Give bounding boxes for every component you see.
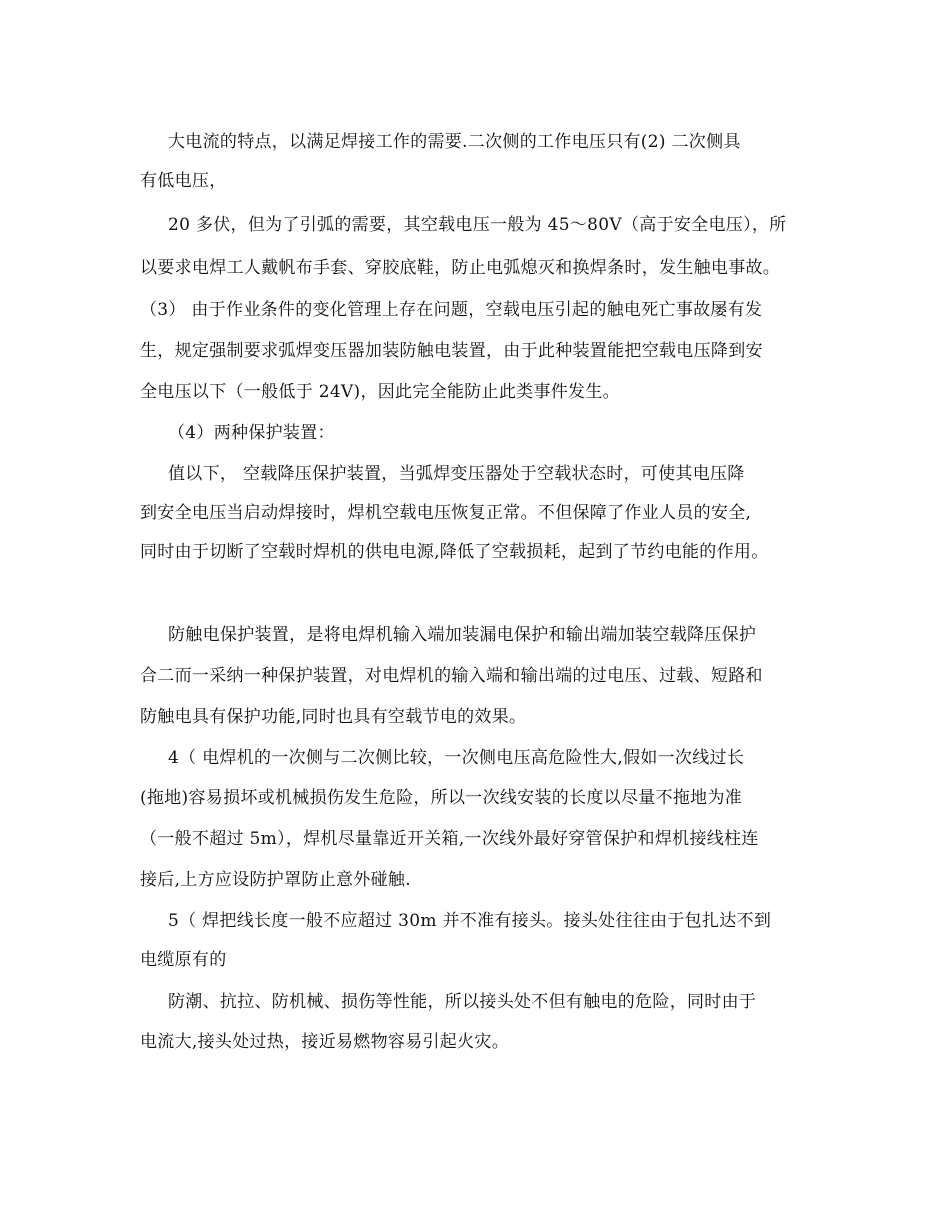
text-line: （一般不超过 5m），焊机尽量靠近开关箱,一次线外最好穿管保护和焊机接线柱连 [140,829,759,849]
text-line: 接后,上方应设防护罩防止意外碰触. [140,870,411,890]
text-line: 大电流的特点，以满足焊接工作的需要.二次侧的工作电压只有(2) 二次侧具 [168,132,741,152]
text-line: 5（ 焊把线长度一般不应超过 30m 并不准有接头。接头处往往由于包扎达不到 [168,911,772,931]
text-line: 防触电具有保护功能,同时也具有空载节电的效果。 [140,707,527,727]
text-line: （3） 由于作业条件的变化管理上存在问题，空载电压引起的触电死亡事故屡有发 [140,300,763,320]
text-line: 生，规定强制要求弧焊变压器加装防触电装置，由于此种装置能把空载电压降到安 [140,341,763,361]
text-line: 全电压以下（一般低于 24V)，因此完全能防止此类事件发生。 [140,382,620,402]
text-line: 4（ 电焊机的一次侧与二次侧比较，一次侧电压高危险性大,假如一次线过长 [168,748,745,768]
text-line: 电流大,接头处过热，接近易燃物容易引起火灾。 [140,1032,510,1052]
text-line: （4）两种保护装置： [168,423,335,443]
text-line: 防触电保护装置，是将电焊机输入端加装漏电保护和输出端加装空载降压保护 [168,625,757,645]
text-line: 有低电压， [140,171,227,191]
text-line: 电缆原有的 [140,950,227,970]
text-line: 到安全电压当启动焊接时，焊机空载电压恢复正常。不但保障了作业人员的安全, [140,503,752,523]
text-line: 防潮、抗拉、防机械、损伤等性能，所以接头处不但有触电的危险，同时由于 [168,992,757,1012]
text-line: 值以下， 空载降压保护装置，当弧焊变压器处于空载状态时，可使其电压降 [168,464,745,484]
text-line: 合二而一采纳一种保护装置，对电焊机的输入端和输出端的过电压、过载、短路和 [140,666,763,686]
text-line: (拖地)容易损坏或机械损伤发生危险，所以一次线安装的长度以尽量不拖地为准 [140,788,743,808]
text-line: 同时由于切断了空载时焊机的供电电源,降低了空载损耗，起到了节约电能的作用。 [140,542,769,562]
text-line: 20 多伏，但为了引弧的需要，其空载电压一般为 45～80V（高于安全电压），所 [168,215,787,235]
text-line: 以要求电焊工人戴帆布手套、穿胶底鞋，防止电弧熄灭和换焊条时，发生触电事故。 [140,258,781,278]
